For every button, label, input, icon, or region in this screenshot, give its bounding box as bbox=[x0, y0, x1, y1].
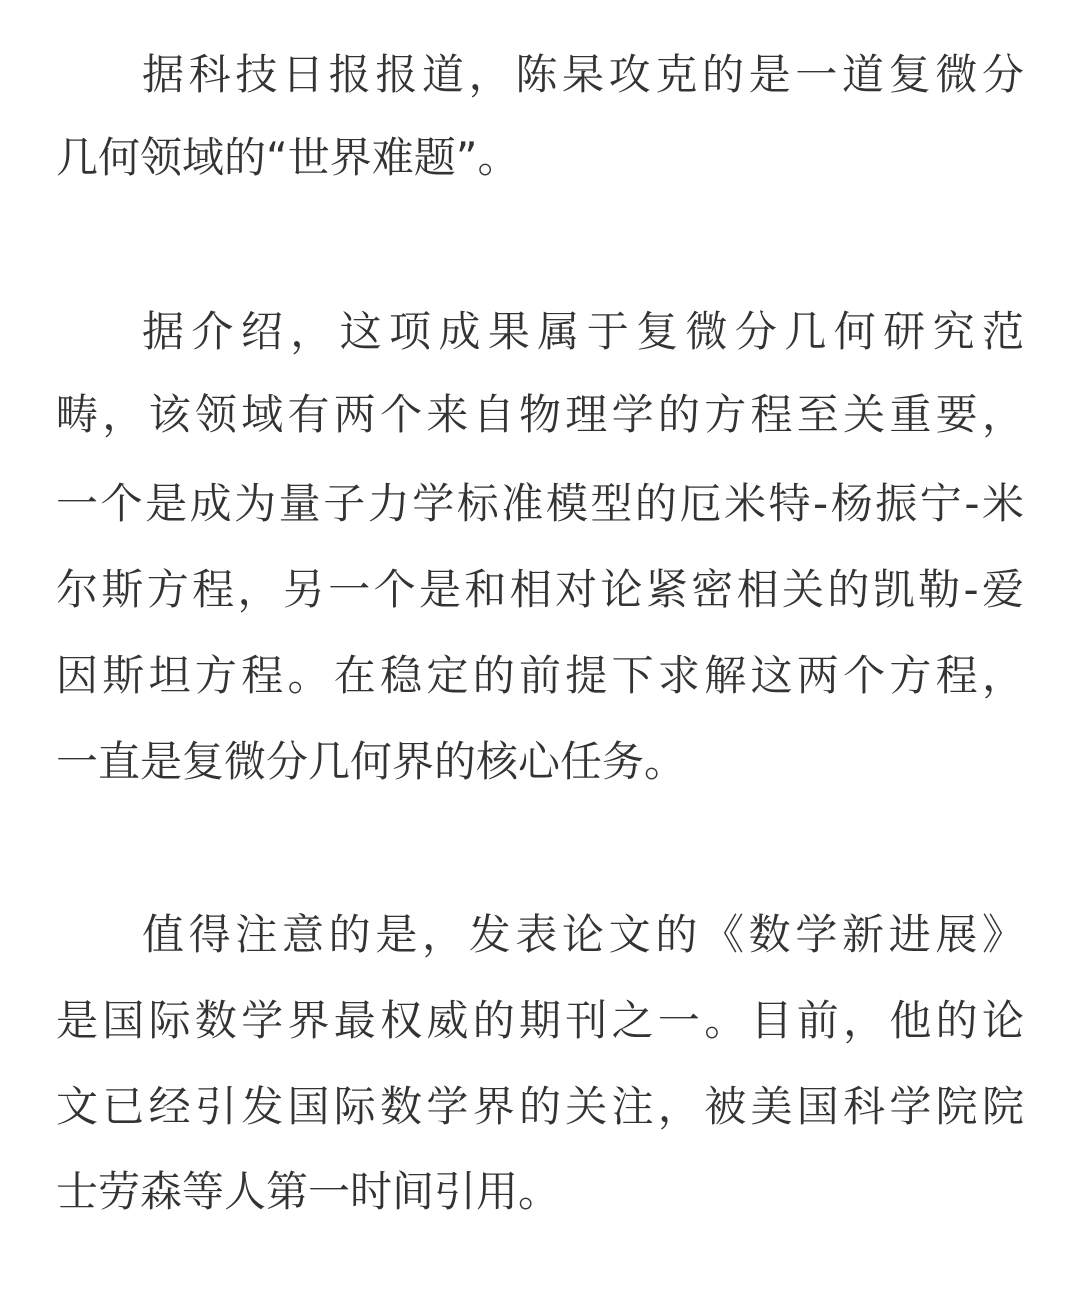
text-line: 值得注意的是，发表论文的《数学新进展》 bbox=[142, 910, 1024, 959]
text-line: 尔斯方程，另一个是和相对论紧密相关的凯勒-爱 bbox=[56, 565, 1024, 614]
text-line: 因斯坦方程。在稳定的前提下求解这两个方程， bbox=[56, 651, 1024, 700]
text-line: 士劳森等人第一时间引用。 bbox=[56, 1167, 561, 1216]
text-line: 一个是成为量子力学标准模型的厄米特-杨振宁-米 bbox=[56, 479, 1024, 528]
text-line: 一直是复微分几何界的核心任务。 bbox=[56, 737, 687, 786]
text-line: 是国际数学界最权威的期刊之一。目前，他的论 bbox=[56, 996, 1024, 1045]
text-line: 几何领域的“世界难题”。 bbox=[56, 133, 520, 182]
text-line: 据科技日报报道，陈杲攻克的是一道复微分 bbox=[142, 50, 1024, 99]
text-line: 据介绍，这项成果属于复微分几何研究范 bbox=[142, 307, 1024, 356]
text-line: 畴，该领域有两个来自物理学的方程至关重要， bbox=[56, 390, 1024, 439]
text-line: 文已经引发国际数学界的关注，被美国科学院院 bbox=[56, 1082, 1024, 1131]
